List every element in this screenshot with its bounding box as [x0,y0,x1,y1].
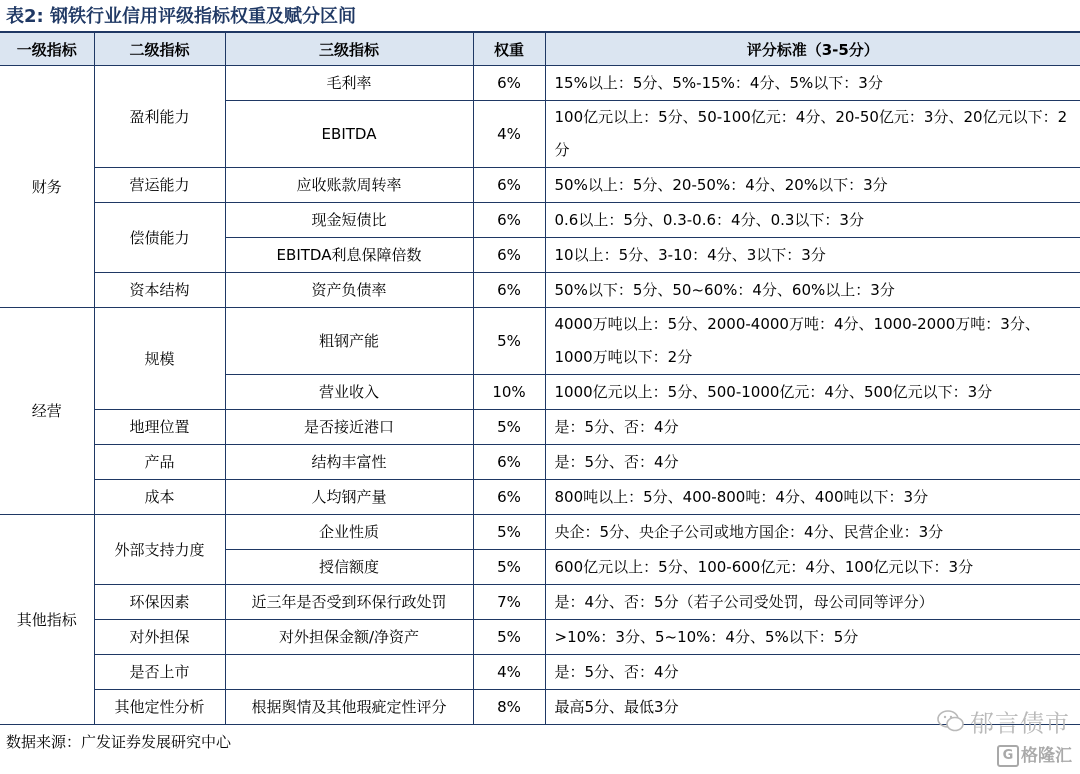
level3-cell: 是否接近港口 [225,410,473,445]
gelonghui-text: 格隆汇 [1021,746,1072,766]
criteria-cell: 100亿元以上：5分、50-100亿元：4分、20-50亿元：3分、20亿元以下：2分 [545,101,1080,168]
level3-cell: 企业性质 [225,515,473,550]
watermark-text: 郁言债市 [970,709,1070,738]
level3-cell: 毛利率 [225,66,473,101]
table-row [0,308,1080,375]
criteria-cell: 是：5分、否：4分 [545,410,1080,445]
level3-cell: 人均钢产量 [225,480,473,515]
criteria-cell: 50%以上：5分、20-50%：4分、20%以下：3分 [545,168,1080,203]
weight-cell: 6% [473,273,545,308]
weight-cell: 4% [473,655,545,690]
table-row [0,203,1080,238]
header-level3: 三级指标 [225,33,473,66]
level3-cell: 粗钢产能 [225,308,473,375]
header-criteria: 评分标准（3-5分） [545,33,1080,66]
table-title: 表2: 钢铁行业信用评级指标权重及赋分区间 [6,6,356,27]
level2-guarantee: 对外担保 [94,620,225,655]
table-row [0,66,1080,101]
criteria-cell: 600亿元以上：5分、100-600亿元：4分、100亿元以下：3分 [545,550,1080,585]
weight-cell: 7% [473,585,545,620]
criteria-cell: 是：5分、否：4分 [545,655,1080,690]
weight-cell: 6% [473,238,545,273]
weight-cell: 5% [473,515,545,550]
criteria-cell: 最高5分、最低3分 [545,690,1080,725]
criteria-cell: 4000万吨以上：5分、2000-4000万吨：4分、1000-2000万吨：3分、1000万吨以下：2分 [545,308,1080,375]
section-finance: 财务 [0,66,94,308]
level3-cell: 现金短债比 [225,203,473,238]
criteria-cell: 0.6以上：5分、0.3-0.6：4分、0.3以下：3分 [545,203,1080,238]
weight-cell: 10% [473,375,545,410]
weight-cell: 5% [473,308,545,375]
level3-cell [225,655,473,690]
level3-cell: 授信额度 [225,550,473,585]
source-note: 数据来源：广发证券发展研究中心 [6,733,232,751]
weight-cell: 6% [473,480,545,515]
table-row [0,410,1080,445]
level2-scale: 规模 [94,308,225,410]
weight-cell: 4% [473,101,545,168]
criteria-cell: 10以上：5分、3-10：4分、3以下：3分 [545,238,1080,273]
credit-rating-table [0,33,1080,725]
weight-cell: 6% [473,168,545,203]
level3-cell: 根据舆情及其他瑕疵定性评分 [225,690,473,725]
watermark [936,708,1070,741]
level3-cell: 对外担保金额/净资产 [225,620,473,655]
weight-cell: 5% [473,410,545,445]
header-weight: 权重 [473,33,545,66]
level2-solvency: 偿债能力 [94,203,225,273]
criteria-cell: 50%以下：5分、50~60%：4分、60%以上：3分 [545,273,1080,308]
level2-qualitative: 其他定性分析 [94,690,225,725]
level3-cell: 应收账款周转率 [225,168,473,203]
table-row [0,168,1080,203]
level2-profitability: 盈利能力 [94,66,225,168]
level3-cell: 结构丰富性 [225,445,473,480]
level2-capital-structure: 资本结构 [94,273,225,308]
level3-cell: EBITDA [225,101,473,168]
table-row [0,273,1080,308]
level3-cell: 资产负债率 [225,273,473,308]
weight-cell: 5% [473,550,545,585]
level2-environment: 环保因素 [94,585,225,620]
criteria-cell: 1000亿元以上：5分、500-1000亿元：4分、500亿元以下：3分 [545,375,1080,410]
weight-cell: 6% [473,445,545,480]
criteria-cell: 央企：5分、央企子公司或地方国企：4分、民营企业：3分 [545,515,1080,550]
level2-cost: 成本 [94,480,225,515]
table-row [0,655,1080,690]
gelonghui-icon: G [997,745,1019,767]
criteria-cell: 是：5分、否：4分 [545,445,1080,480]
level2-location: 地理位置 [94,410,225,445]
weight-cell: 6% [473,203,545,238]
level2-listed: 是否上市 [94,655,225,690]
weight-cell: 8% [473,690,545,725]
table-row [0,445,1080,480]
level2-product: 产品 [94,445,225,480]
section-operation: 经营 [0,308,94,515]
table-row [0,620,1080,655]
table-row [0,480,1080,515]
criteria-cell: >10%：3分、5~10%：4分、5%以下：5分 [545,620,1080,655]
weight-cell: 6% [473,66,545,101]
level3-cell: 近三年是否受到环保行政处罚 [225,585,473,620]
table-row [0,515,1080,550]
gelonghui-logo [997,744,1072,768]
wechat-icon [936,708,966,741]
header-row [0,33,1080,66]
weight-cell: 5% [473,620,545,655]
level2-operation: 营运能力 [94,168,225,203]
header-level1: 一级指标 [0,33,94,66]
level3-cell: 营业收入 [225,375,473,410]
section-other: 其他指标 [0,515,94,725]
criteria-cell: 是：4分、否：5分（若子公司受处罚，母公司同等评分） [545,585,1080,620]
header-level2: 二级指标 [94,33,225,66]
level3-cell: EBITDA利息保障倍数 [225,238,473,273]
table-row [0,585,1080,620]
criteria-cell: 15%以上：5分、5%-15%：4分、5%以下：3分 [545,66,1080,101]
criteria-cell: 800吨以上：5分、400-800吨：4分、400吨以下：3分 [545,480,1080,515]
level2-external-support: 外部支持力度 [94,515,225,585]
table-row [0,690,1080,725]
